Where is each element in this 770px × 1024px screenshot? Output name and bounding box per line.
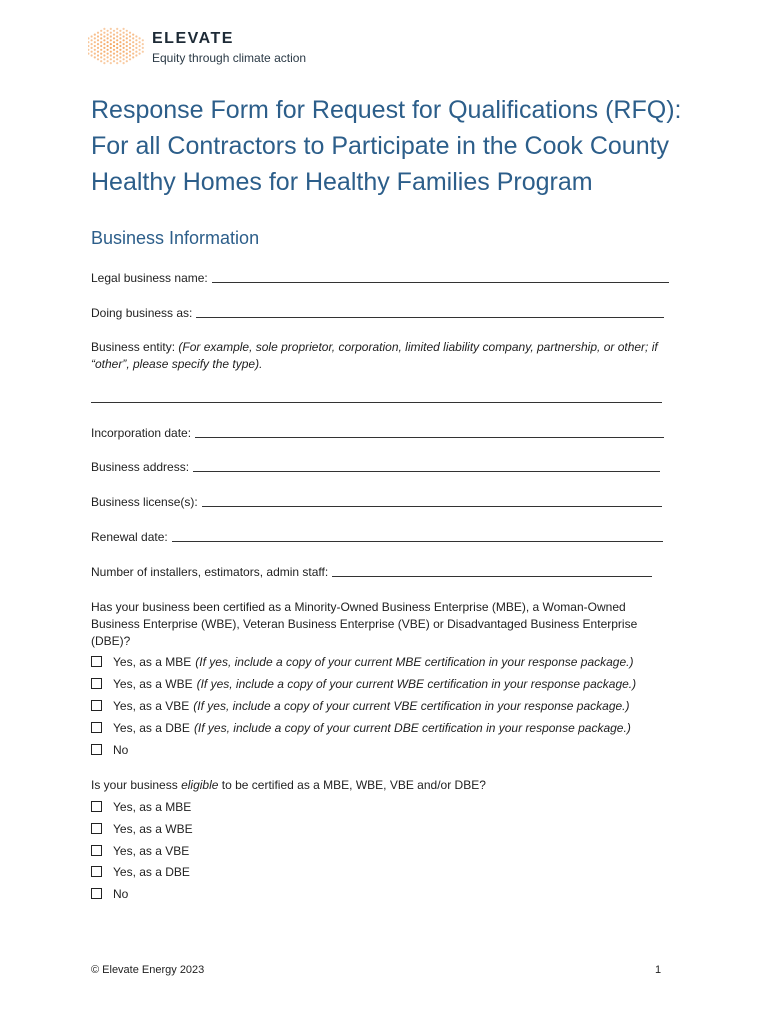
title-line-2: For all Contractors to Participate in the Cook County: [91, 132, 670, 160]
renewal-label: Renewal date:: [91, 530, 168, 544]
eligible-option-dbe[interactable]: [91, 864, 190, 880]
checkbox[interactable]: [91, 744, 102, 755]
title-line-3: Healthy Homes for Healthy Families Program: [91, 168, 593, 196]
checkbox[interactable]: [91, 888, 102, 899]
address-field[interactable]: [91, 459, 660, 475]
checkbox[interactable]: [91, 801, 102, 812]
option-label: Yes, as a MBE: [113, 655, 192, 669]
brand-name: ELEVATE: [152, 30, 234, 47]
checkbox[interactable]: [91, 823, 102, 834]
option-label: Yes, as a DBE: [113, 721, 190, 735]
legal-name-blank[interactable]: [212, 270, 669, 283]
certified-option-wbe[interactable]: [91, 676, 636, 692]
eligible-q-before: Is your business: [91, 778, 178, 792]
checkbox[interactable]: [91, 866, 102, 877]
renewal-field[interactable]: [91, 529, 663, 545]
entity-hint: (For example, sole proprietor, corporation, limited liability company, partnership, or other; if “other”, please specify the type).: [91, 340, 658, 371]
eligible-q-after: to be certified as a MBE, WBE, VBE and/or DBE?: [221, 778, 486, 792]
checkbox[interactable]: [91, 845, 102, 856]
entity-blank[interactable]: [91, 390, 662, 403]
checkbox[interactable]: [91, 656, 102, 667]
eligible-question: [91, 777, 671, 794]
option-note: (If yes, include a copy of your current DBE certification in your response package.): [193, 721, 631, 735]
certified-option-mbe[interactable]: [91, 654, 633, 670]
license-field[interactable]: [91, 494, 662, 510]
address-label: Business address:: [91, 460, 190, 474]
option-label: Yes, as a WBE: [113, 677, 193, 691]
address-blank[interactable]: [193, 459, 660, 472]
option-note: (If yes, include a copy of your current MBE certification in your response package.): [195, 655, 634, 669]
staff-field[interactable]: [91, 564, 652, 580]
license-label: Business license(s):: [91, 495, 198, 509]
dba-field[interactable]: [91, 305, 664, 321]
entity-label: Business entity:: [91, 340, 176, 354]
option-label: No: [113, 743, 129, 757]
legal-name-field[interactable]: [91, 270, 669, 286]
option-label: Yes, as a MBE: [113, 800, 192, 814]
footer-copyright: © Elevate Energy 2023: [91, 964, 205, 976]
option-note: (If yes, include a copy of your current WBE certification in your response package.): [196, 677, 637, 691]
eligible-option-no[interactable]: [91, 886, 128, 902]
staff-blank[interactable]: [332, 564, 652, 577]
option-note: (If yes, include a copy of your current VBE certification in your response package.): [193, 699, 630, 713]
section-heading: Business Information: [91, 228, 260, 248]
eligible-option-wbe[interactable]: [91, 821, 193, 837]
option-label: No: [113, 887, 129, 901]
title-line-1: Response Form for Request for Qualifications (RFQ):: [91, 96, 682, 124]
certified-option-no[interactable]: [91, 742, 128, 758]
checkbox[interactable]: [91, 700, 102, 711]
footer-page-number: 1: [655, 964, 662, 976]
incorporation-field[interactable]: [91, 425, 664, 441]
brand-tagline: Equity through climate action: [152, 51, 307, 65]
staff-label: Number of installers, estimators, admin staff:: [91, 565, 329, 579]
renewal-blank[interactable]: [172, 529, 663, 542]
license-blank[interactable]: [202, 494, 662, 507]
option-label: Yes, as a WBE: [113, 822, 193, 836]
incorporation-blank[interactable]: [195, 425, 664, 438]
option-label: Yes, as a DBE: [113, 865, 190, 879]
eligible-option-mbe[interactable]: [91, 799, 191, 815]
document-title: [91, 92, 691, 200]
eligible-option-vbe[interactable]: [91, 843, 189, 859]
checkbox[interactable]: [91, 678, 102, 689]
certified-option-vbe[interactable]: [91, 698, 630, 714]
option-label: Yes, as a VBE: [113, 699, 190, 713]
legal-name-label: Legal business name:: [91, 271, 208, 285]
logo-mark-icon: [88, 24, 144, 68]
entity-field-label: [91, 339, 671, 373]
eligible-q-em: eligible: [181, 778, 219, 792]
certified-question: Has your business been certified as a Minority-Owned Business Enterprise (MBE), a Woman-Owned Business Enterprise (WBE), Veteran Business Enterprise (VBE) or Disadvantaged Business Enterprise (DBE)?: [91, 600, 638, 648]
dba-blank[interactable]: [196, 305, 664, 318]
certified-option-dbe[interactable]: [91, 720, 631, 736]
incorporation-label: Incorporation date:: [91, 426, 192, 440]
checkbox[interactable]: [91, 722, 102, 733]
option-label: Yes, as a VBE: [113, 844, 190, 858]
brand-logo: [88, 24, 338, 72]
entity-field[interactable]: [91, 390, 662, 406]
dba-label: Doing business as:: [91, 306, 193, 320]
